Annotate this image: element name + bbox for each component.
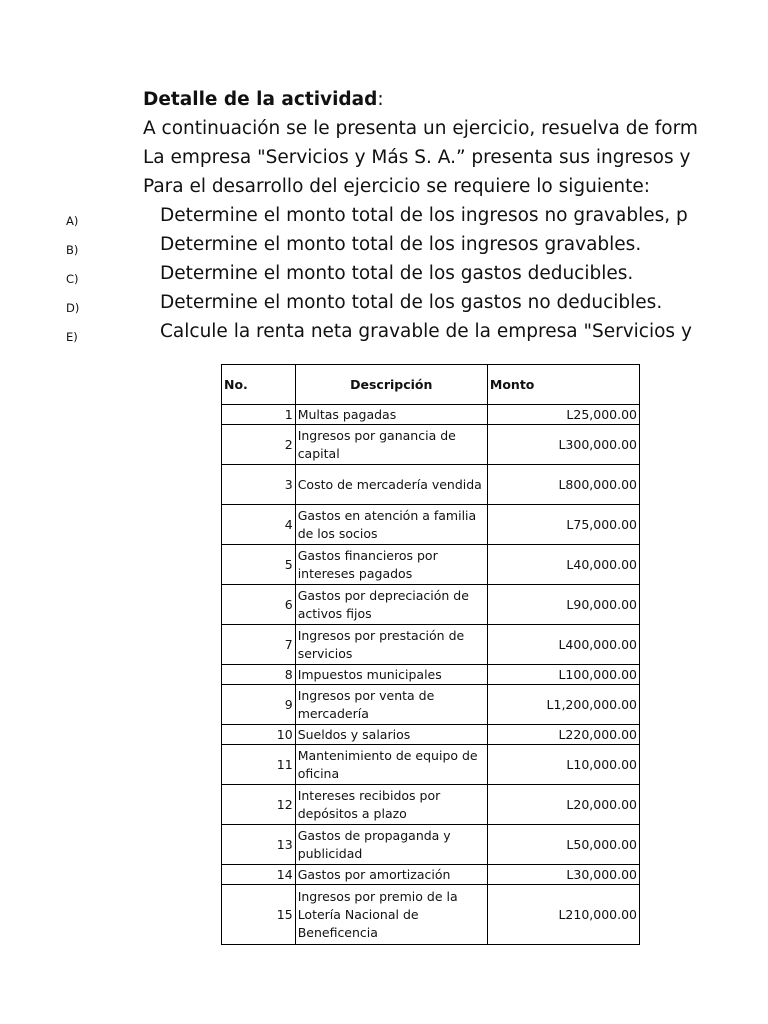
row-amount: L20,000.00 xyxy=(487,785,639,825)
table-header-row xyxy=(222,365,640,405)
row-number: 5 xyxy=(222,545,296,585)
row-amount: L50,000.00 xyxy=(487,825,639,865)
activity-heading xyxy=(143,88,384,112)
row-description: Ingresos por premio de la Lotería Nacional de Beneficencia xyxy=(295,885,487,945)
paragraph-intro: A continuación se le presenta un ejercicio, resuelva de form xyxy=(143,118,698,139)
table-row xyxy=(222,865,640,885)
row-amount: L10,000.00 xyxy=(487,745,639,785)
row-number: 13 xyxy=(222,825,296,865)
task-c: Determine el monto total de los gastos deducibles. xyxy=(160,263,634,284)
row-description: Gastos por amortización xyxy=(295,865,487,885)
table-row xyxy=(222,785,640,825)
row-description: Gastos de propaganda y publicidad xyxy=(295,825,487,865)
row-description: Sueldos y salarios xyxy=(295,725,487,745)
row-number: 15 xyxy=(222,885,296,945)
row-number: 4 xyxy=(222,505,296,545)
row-number: 10 xyxy=(222,725,296,745)
row-amount: L800,000.00 xyxy=(487,465,639,505)
header-no: No. xyxy=(222,365,296,405)
row-amount: L1,200,000.00 xyxy=(487,685,639,725)
row-number: 7 xyxy=(222,625,296,665)
table-row xyxy=(222,405,640,425)
table-row xyxy=(222,585,640,625)
row-description: Ingresos por prestación de servicios xyxy=(295,625,487,665)
table-row xyxy=(222,885,640,945)
row-number: 14 xyxy=(222,865,296,885)
row-number: 9 xyxy=(222,685,296,725)
row-description: Ingresos por ganancia de capital xyxy=(295,425,487,465)
row-amount: L40,000.00 xyxy=(487,545,639,585)
header-description: Descripción xyxy=(295,365,487,405)
row-description: Gastos por depreciación de activos fijos xyxy=(295,585,487,625)
row-number: 6 xyxy=(222,585,296,625)
task-e: Calcule la renta neta gravable de la empresa "Servicios y xyxy=(160,321,692,342)
table-row xyxy=(222,745,640,785)
task-d: Determine el monto total de los gastos no deducibles. xyxy=(160,292,663,313)
task-marker-e: E) xyxy=(66,330,78,344)
row-amount: L210,000.00 xyxy=(487,885,639,945)
row-description: Gastos en atención a familia de los socios xyxy=(295,505,487,545)
activity-heading-colon: : xyxy=(377,89,384,110)
row-description: Intereses recibidos por depósitos a plazo xyxy=(295,785,487,825)
header-amount: Monto xyxy=(487,365,639,405)
row-amount: L220,000.00 xyxy=(487,725,639,745)
row-description: Impuestos municipales xyxy=(295,665,487,685)
table-row xyxy=(222,505,640,545)
row-amount: L400,000.00 xyxy=(487,625,639,665)
table-row xyxy=(222,425,640,465)
row-number: 11 xyxy=(222,745,296,785)
table-row xyxy=(222,465,640,505)
task-b: Determine el monto total de los ingresos gravables. xyxy=(160,234,642,255)
activity-heading-bold: Detalle de la actividad xyxy=(143,89,378,110)
row-amount: L100,000.00 xyxy=(487,665,639,685)
row-number: 12 xyxy=(222,785,296,825)
task-marker-b: B) xyxy=(66,243,79,257)
row-amount: L75,000.00 xyxy=(487,505,639,545)
table-row xyxy=(222,725,640,745)
row-description: Multas pagadas xyxy=(295,405,487,425)
row-number: 3 xyxy=(222,465,296,505)
table-row xyxy=(222,685,640,725)
table-row xyxy=(222,545,640,585)
row-amount: L300,000.00 xyxy=(487,425,639,465)
table-row xyxy=(222,825,640,865)
task-marker-c: C) xyxy=(66,272,79,286)
paragraph-company: La empresa "Servicios y Más S. A.” presenta sus ingresos y xyxy=(143,147,691,168)
row-number: 1 xyxy=(222,405,296,425)
row-number: 2 xyxy=(222,425,296,465)
task-marker-a: A) xyxy=(66,214,79,228)
row-description: Ingresos por venta de mercadería xyxy=(295,685,487,725)
row-amount: L90,000.00 xyxy=(487,585,639,625)
row-description: Mantenimiento de equipo de oficina xyxy=(295,745,487,785)
row-description: Gastos financieros por intereses pagados xyxy=(295,545,487,585)
row-amount: L30,000.00 xyxy=(487,865,639,885)
row-description: Costo de mercadería vendida xyxy=(295,465,487,505)
row-amount: L25,000.00 xyxy=(487,405,639,425)
table-row xyxy=(222,625,640,665)
task-marker-d: D) xyxy=(66,301,80,315)
table-row xyxy=(222,665,640,685)
task-a: Determine el monto total de los ingresos no gravables, p xyxy=(160,205,688,226)
paragraph-requirements: Para el desarrollo del ejercicio se requiere lo siguiente: xyxy=(143,176,650,197)
income-expense-table xyxy=(221,364,640,945)
row-number: 8 xyxy=(222,665,296,685)
